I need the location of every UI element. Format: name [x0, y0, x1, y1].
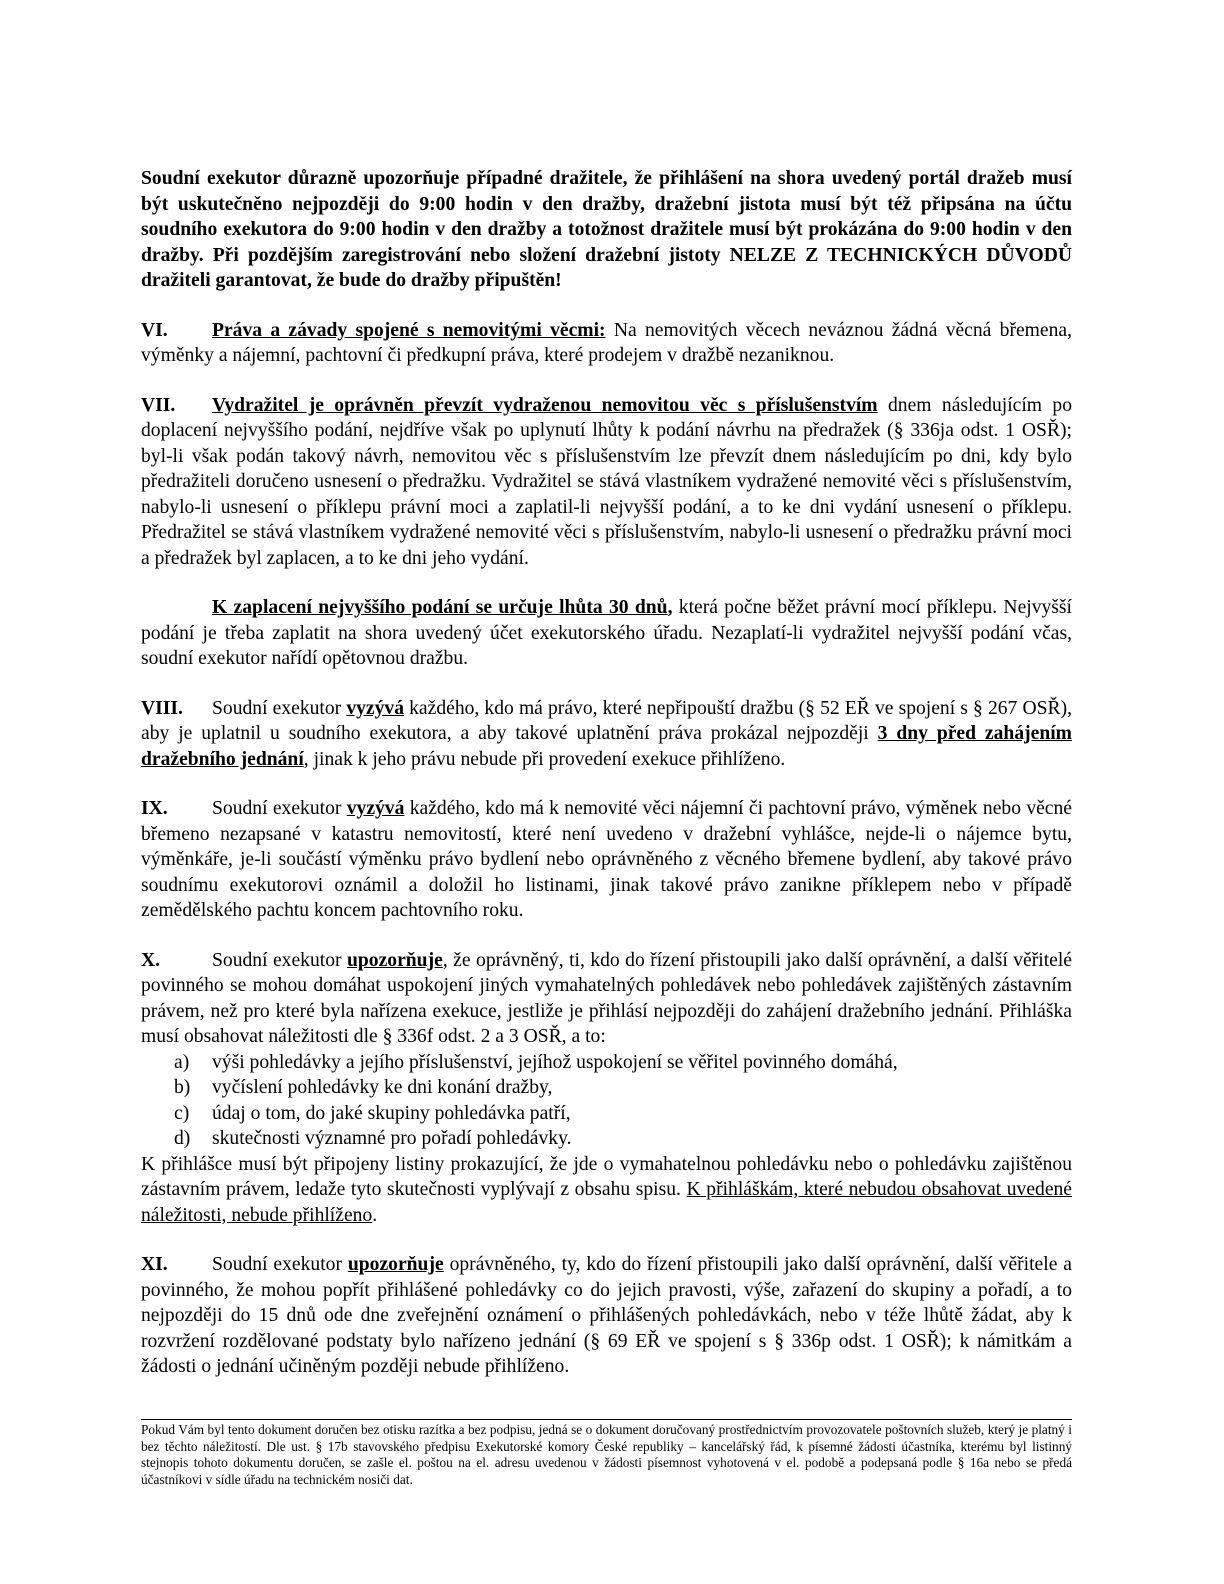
payment-deadline: K zaplacení nejvyššího podání se určuje lhůta 30 dnů [212, 597, 668, 618]
section-ix [141, 796, 1072, 924]
section-text: Na nemovitých věcech neváznou žádná věcná břemena, výměnky a nájemní, pachtovní či předkupní práva, které prodejem v dražbě nezaniknou. [141, 319, 1072, 366]
list-item [141, 1101, 1072, 1127]
closing-text: K přihlášce musí být připojeny listiny prokazující, že jde o vymahatelnou pohledávku nebo o pohledávku zajištěnou zástavním právem, ledaže tyto skutečnosti vyplývají z obsahu spisu. [141, 1153, 1072, 1200]
section-heading: Vydražitel je oprávněn převzít vydraženou nemovitou věc s příslušenstvím [212, 394, 878, 416]
section-keyword: vyzývá [346, 798, 405, 819]
section-pre: Soudní exekutor [212, 697, 347, 719]
list-marker: c) [174, 1102, 190, 1124]
section-text: , že oprávněný, ti, kdo do řízení přistoupili jako další oprávnění, a další věřitelé povinného se mohou domáhat uspokojení jiných vymahatelných pohledávek nebo pohledávek zajištěných zástavním právem, než pro které byla nařízena exekuce, jestliže je přihlásí nejpozději do zahájení dražebního jednání. Přihláška musí obsahovat náležitosti dle § 336f odst. 2 a 3 OSŘ, a to: [141, 949, 1073, 1047]
section-post: , jinak k jeho právu nebude při provedení exekuce přihlíženo. [303, 748, 786, 770]
list-item [141, 1126, 1072, 1152]
section-keyword: upozorňuje [347, 1254, 444, 1275]
section-number: VII. [141, 394, 176, 416]
section-number: XI. [141, 1254, 168, 1275]
section-pre: Soudní exekutor [212, 1254, 348, 1275]
section-vi [141, 318, 1072, 369]
list-item [141, 1075, 1072, 1101]
section-viii [141, 696, 1072, 773]
section-number: VIII. [141, 697, 183, 719]
list-item [141, 1050, 1072, 1076]
section-x [141, 948, 1072, 1050]
section-deadline: 3 dny před zahájením dražebního jednání [141, 723, 1073, 770]
list-text: výši pohledávky a jejího příslušenství, jejíhož uspokojení se věřitel povinného domáhá, [212, 1051, 898, 1073]
section-text: dnem následujícím po doplacení nejvyššího podání, nejdříve však po uplynutí lhůty k podání návrhu na předražek (§ 336ja odst. 1 OSŘ); byl-li však podán takový návrh, nemovitou věc s příslušenstvím lze převzít dnem následujícím po dni, kdy bylo předražiteli doručeno usnesení o předražku. Vydražitel se stává vlastníkem vydražené nemovité věci s příslušenstvím, nabylo-li usnesení o příklepu právní moci a zaplatil-li nejvyšší podání, a to ke dni vydání usnesení o příklepu. Předražitel se stává vlastníkem vydražené nemovité věci s příslušenstvím, nabylo-li usnesení o předražku právní moci a předražek byl zaplacen, a to ke dni jeho vydání. [141, 394, 1072, 569]
section-text: oprávněného, ty, kdo do řízení přistoupili jako další oprávnění, další věřitele a povinného, že mohou popřít přihlášené pohledávky co do jejich pravosti, výše, zařazení do skupiny a pořadí, a to nejpozději do 15 dnů ode dne zveřejnění oznámení o přihlášených pohledávkách, nebo v téže lhůtě žádat, aby k rozvržení rozdělované podstaty bylo nařízeno jednání (§ 69 EŘ ve spojení s § 336p odst. 1 OSŘ); k námitkám a žádosti o jednání učiněným později nebude přihlíženo. [141, 1254, 1072, 1377]
section-number: X. [141, 949, 161, 971]
section-pre: Soudní exekutor [212, 798, 347, 819]
section-number: VI. [141, 319, 168, 341]
section-vii [141, 393, 1072, 572]
section-keyword: upozorňuje [347, 949, 443, 971]
payment-text: která počne běžet právní mocí příklepu. Nejvyšší podání je třeba zaplatit na shora uvedený účet exekutorského úřadu. Nezaplatí-li vydražitel nejvyšší podání včas, soudní exekutor nařídí opětovnou dražbu. [141, 597, 1072, 669]
section-number: IX. [141, 798, 168, 819]
section-keyword: vyzývá [346, 697, 405, 719]
closing-underlined: K přihláškám, které nebudou obsahovat uvedené náležitosti, nebude přihlíženo [141, 1179, 1073, 1226]
list-marker: d) [174, 1128, 191, 1149]
list-marker: b) [174, 1077, 191, 1098]
list-text: údaj o tom, do jaké skupiny pohledávka patří, [212, 1102, 571, 1124]
section-text: každého, kdo má k nemovité věci nájemní či pachtovní právo, výměnek nebo věcné břemeno nezapsané v katastru nemovitostí, které není uvedeno v dražební vyhlášce, nejde-li o nájemce bytu, výměnkáře, je-li součástí výměnku právo bydlení nebo oprávněného z věcného břemene bydlení, aby takové právo soudnímu exekutorovi oznámil a doložil ho listinami, jinak takové právo zanikne příklepem nebo v případě zemědělského pachtu koncem pachtovního roku. [141, 798, 1073, 921]
list-text: vyčíslení pohledávky ke dni konání dražby, [212, 1077, 553, 1098]
section-xi [141, 1252, 1072, 1380]
list-marker: a) [174, 1051, 190, 1073]
payment-comma: , [667, 597, 673, 618]
section-pre: Soudní exekutor [212, 949, 347, 971]
document-body [141, 166, 1072, 1380]
section-text: každého, kdo má právo, které nepřipouští dražbu (§ 52 EŘ ve spojení s § 267 OSŘ), aby je uplatnil u soudního exekutora, a aby takové uplatnění práva prokázal nejpozději [141, 697, 1073, 744]
list-text: skutečnosti významné pro pořadí pohledávky. [212, 1128, 572, 1149]
section-x-closing [141, 1152, 1072, 1229]
bidder-warning: Soudní exekutor důrazně upozorňuje případné dražitele, že přihlášení na shora uvedený portál dražeb musí být uskutečněno nejpozději do 9:00 hodin v den dražby, dražební jistota musí být též připsána na účtu soudního exekutora do 9:00 hodin v den dražby a totožnost dražitele musí být prokázána do 9:00 hodin v den dražby. Při pozdějším zaregistrování nebo složení dražební jistoty NELZE Z TECHNICKÝCH DŮVODŮ dražiteli garantovat, že bude do dražby připuštěn! [141, 168, 1072, 291]
section-heading: Práva a závady spojené s nemovitými věcmi: [212, 319, 606, 341]
payment-paragraph [141, 595, 1072, 672]
closing-end: . [372, 1204, 378, 1226]
delivery-footnote: Pokud Vám byl tento dokument doručen bez otisku razítka a bez podpisu, jedná se o dokument doručovaný prostřednictvím provozovatele poštovních služeb, který je platný i bez těchto náležitostí. Dle ust. § 17b stavovského předpisu Exekutorské komory České republiky – kancelářský řád, k písemné žádosti účastníka, kterému byl listinný stejnopis tohoto dokumentu doručen, se zašle el. poštou na el. adresu uvedenou v žádosti písemnost vyhotovená v el. podobě a podepsaná podle § 16a nebo se předá účastníkovi v sídle úřadu na technickém nosiči dat. [141, 1419, 1072, 1488]
claim-requirements-list [141, 1050, 1072, 1152]
